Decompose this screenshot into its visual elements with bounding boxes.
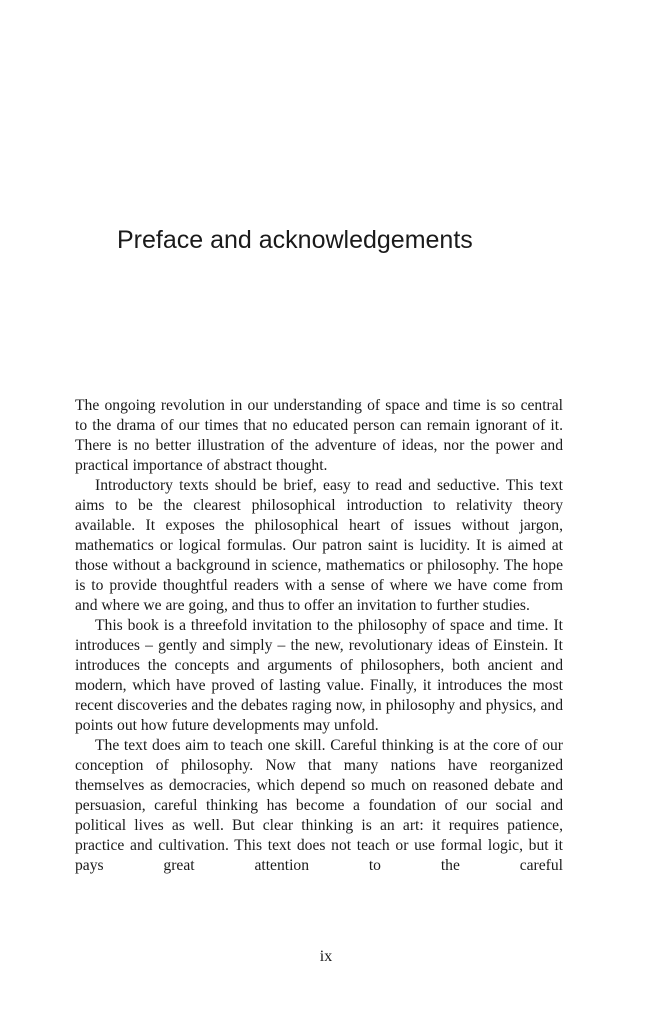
preface-body <box>75 396 563 876</box>
paragraph-2: Introductory texts should be brief, easy to read and seductive. This text aims to be the clearest philosophical introduction to relativity theory available. It exposes the philosophical heart of issues without jargon, mathematics or logical formulas. Our patron saint is lucidity. It is aimed at those without a background in science, mathematics or philosophy. The hope is to provide thoughtful readers with a sense of where we have come from and where we are going, and thus to offer an invitation to further studies. <box>75 477 563 614</box>
chapter-title: Preface and acknowledgements <box>117 226 473 254</box>
page-number: ix <box>319 948 333 965</box>
paragraph-3: This book is a threefold invitation to the philosophy of space and time. It introduces – gently and simply – the new, revolutionary ideas of Einstein. It introduces the concepts and arguments of philosophers, both ancient and modern, which have proved of lasting value. Finally, it introduces the most recent discoveries and the debates raging now, in philosophy and physics, and points out how future developments may unfold. <box>75 617 563 734</box>
paragraph-4: The text does aim to teach one skill. Careful thinking is at the core of our conception of philosophy. Now that many nations have reorganized themselves as democracies, which depend so much on reasoned debate and persuasion, careful thinking has become a foundation of our social and political lives as well. But clear thinking is an art: it requires patience, practice and cultivation. This text does not teach or use formal logic, but it pays great attention to the careful <box>75 737 563 874</box>
paragraph-1: The ongoing revolution in our understanding of space and time is so central to the drama of our times that no educated person can remain ignorant of it. There is no better illustration of the adventure of ideas, nor the power and practical importance of abstract thought. <box>75 397 563 474</box>
